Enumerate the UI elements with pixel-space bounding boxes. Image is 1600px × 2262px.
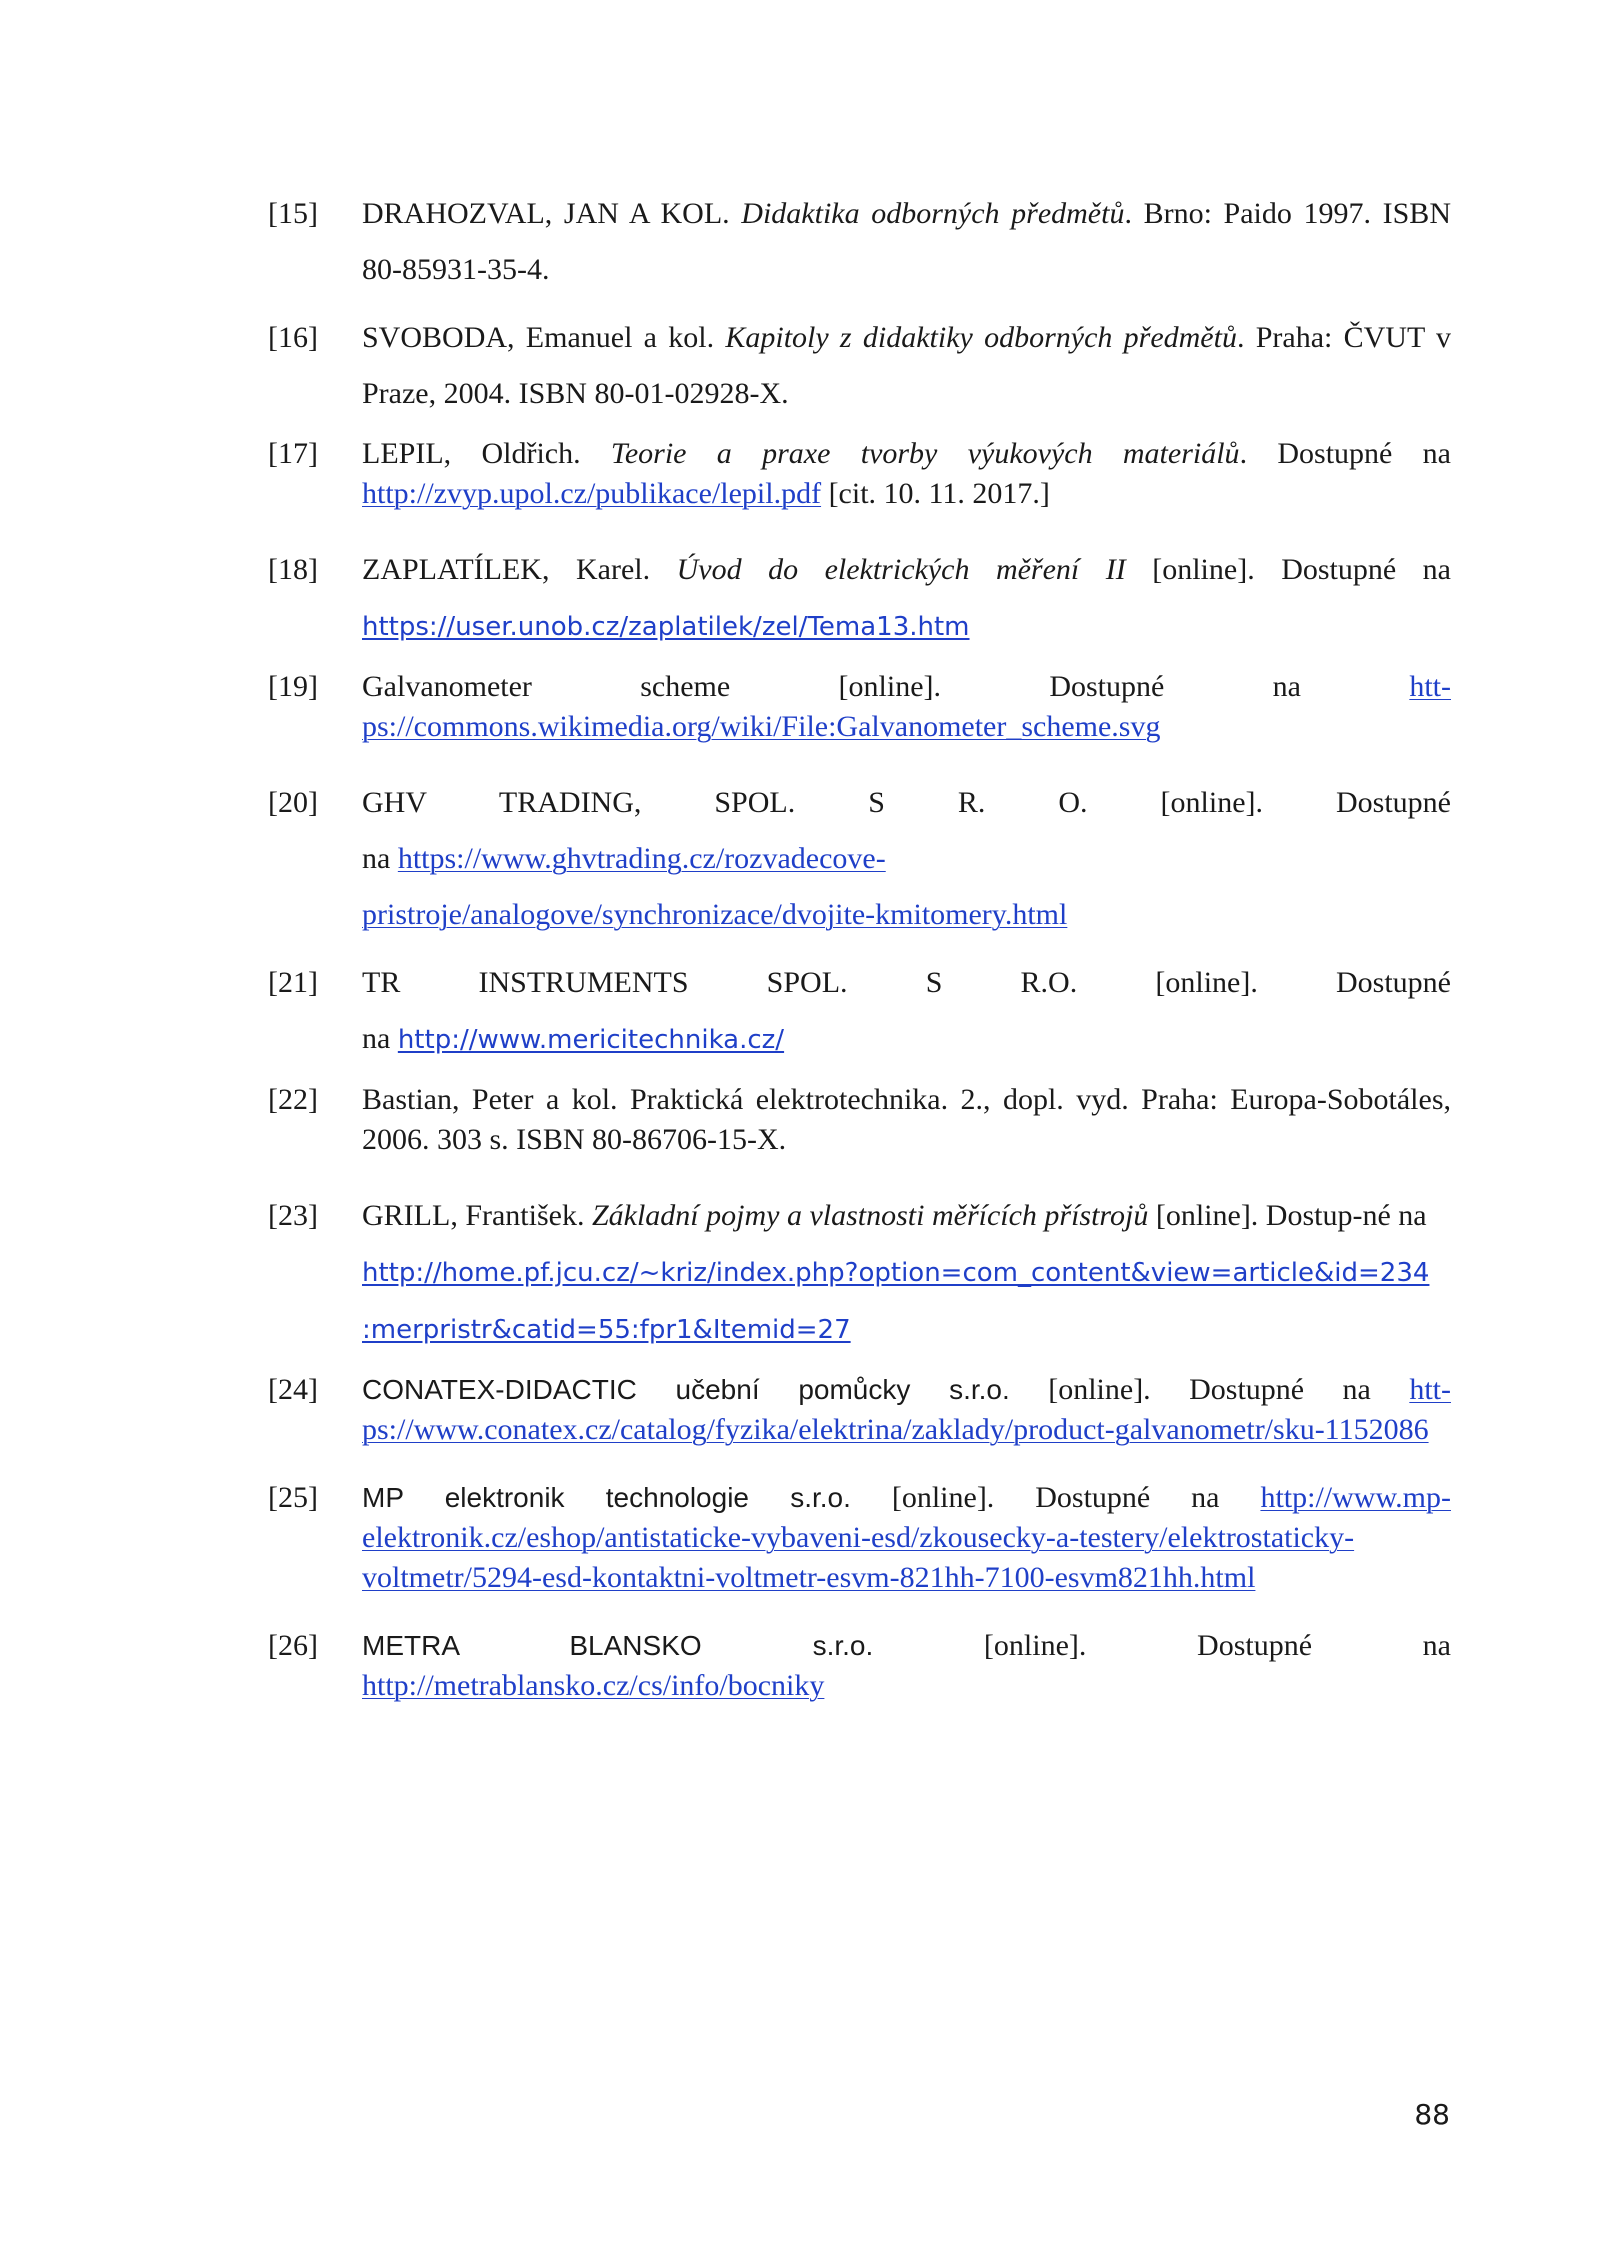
reference-details: . Dostupné na — [1239, 437, 1451, 470]
reference-number: [16] — [268, 321, 318, 354]
reference-number: [26] — [268, 1629, 318, 1662]
reference-title: Úvod do elektrických měření II — [676, 553, 1126, 586]
reference-text — [362, 955, 1451, 1068]
reference-number: [19] — [268, 670, 318, 703]
reference-title: Didaktika odborných předmětů — [741, 197, 1125, 230]
reference-author: LEPIL, Oldřich. — [362, 437, 611, 470]
reference-17 — [268, 434, 1451, 514]
reference-details: TR INSTRUMENTS SPOL. S R.O. [online]. Dostupné — [362, 966, 1451, 999]
reference-author: CONATEX-DIDACTIC učební pomůcky s.r.o. — [362, 1374, 1010, 1405]
reference-details: [online]. Dostupné na — [873, 1629, 1451, 1662]
reference-21 — [268, 955, 1451, 1068]
reference-link[interactable]: http://www.mericitechnika.cz/ — [397, 1025, 785, 1055]
reference-number: [23] — [268, 1199, 318, 1232]
reference-text — [362, 1626, 1451, 1706]
reference-prefix: na — [362, 1022, 398, 1055]
reference-23 — [268, 1188, 1451, 1358]
reference-number: [18] — [268, 553, 318, 586]
reference-details: . Brno: Paido 1997. ISBN 80-85931-35-4. — [362, 197, 1451, 286]
reference-number: [15] — [268, 197, 318, 230]
reference-author: DRAHOZVAL, JAN A KOL. — [362, 197, 742, 230]
reference-link[interactable]: htt-ps://www.conatex.cz/catalog/fyzika/elektrina/zaklady/product-galvanometr/sku-1152086 — [362, 1373, 1451, 1446]
reference-text: Bastian, Peter a kol. Praktická elektrotechnika. 2., dopl. vyd. Praha: Europa-Sobotáles, 2006. 303 s. ISBN 80-86706-15-X. — [362, 1083, 1451, 1156]
reference-author: MP elektronik technologie s.r.o. — [362, 1482, 851, 1513]
reference-details: [online]. Dostup-né na — [1148, 1199, 1427, 1232]
reference-link[interactable]: http://zvyp.upol.cz/publikace/lepil.pdf — [362, 477, 822, 510]
reference-link-part2[interactable]: pristroje/analogove/synchronizace/dvojite-kmitomery.html — [362, 898, 1068, 931]
reference-number: [22] — [268, 1083, 318, 1116]
reference-title: Kapitoly z didaktiky odborných předmětů — [725, 321, 1237, 354]
reference-citation-date: [cit. 10. 11. 2017.] — [821, 477, 1050, 510]
reference-text — [362, 667, 1451, 747]
reference-link-part1[interactable]: https://www.ghvtrading.cz/rozvadecove- — [397, 842, 886, 875]
reference-number: [20] — [268, 786, 318, 819]
reference-link-part1[interactable]: http://home.pf.jcu.cz/~kriz/index.php?option=com_content&view=article&id=234 — [362, 1258, 1430, 1288]
reference-number: [25] — [268, 1481, 318, 1514]
reference-text — [362, 1478, 1451, 1598]
reference-title: Základní pojmy a vlastnosti měřících přístrojů — [591, 1199, 1149, 1232]
reference-link[interactable]: http://metrablansko.cz/cs/info/bocniky — [362, 1669, 825, 1702]
reference-text — [362, 1370, 1451, 1450]
reference-link-part2[interactable]: ps://commons.wikimedia.org/wiki/File:Galvanometer_scheme.svg — [362, 710, 1161, 743]
reference-details: [online]. Dostupné na — [850, 1481, 1261, 1514]
reference-link-part2[interactable]: :merpristr&catid=55:fpr1&Itemid=27 — [362, 1315, 851, 1345]
page-number: 88 — [1414, 2098, 1450, 2131]
reference-15 — [268, 186, 1451, 298]
reference-25 — [268, 1478, 1451, 1598]
reference-author: GRILL, František. — [362, 1199, 592, 1232]
reference-author: ZAPLATÍLEK, Karel. — [362, 553, 677, 586]
reference-text — [362, 186, 1451, 298]
reference-18 — [268, 542, 1451, 655]
reference-text — [362, 1188, 1451, 1358]
reference-19 — [268, 667, 1451, 747]
reference-link-part1[interactable]: htt- — [1409, 670, 1451, 703]
reference-link[interactable]: https://user.unob.cz/zaplatilek/zel/Tema13.htm — [362, 612, 970, 642]
reference-24 — [268, 1370, 1451, 1450]
reference-author: METRA BLANSKO s.r.o. — [362, 1630, 874, 1661]
reference-text — [362, 775, 1451, 943]
reference-details: . Praha: ČVUT v Praze, 2004. ISBN 80-01-02928-X. — [362, 321, 1451, 410]
reference-text — [362, 434, 1451, 514]
reference-number: [17] — [268, 437, 318, 470]
reference-number: [24] — [268, 1373, 318, 1406]
reference-details: [online]. Dostupné na — [1125, 553, 1451, 586]
reference-details: Galvanometer scheme [online]. Dostupné na — [362, 670, 1410, 703]
reference-title: Teorie a praxe tvorby výukových materiálů — [610, 437, 1240, 470]
reference-prefix: na — [362, 842, 398, 875]
reference-number: [21] — [268, 966, 318, 999]
reference-author: SVOBODA, Emanuel a kol. — [362, 321, 726, 354]
reference-link[interactable]: http://www.mp-elektronik.cz/eshop/antistaticke-vybaveni-esd/zkousecky-a-testery/elektrostaticky-voltmetr/5294-esd-kontaktni-voltmetr-esvm-821hh-7100-esvm821hh.html — [362, 1481, 1451, 1594]
reference-22 — [268, 1080, 1451, 1160]
reference-text — [362, 310, 1451, 422]
reference-16 — [268, 310, 1451, 422]
reference-list — [268, 186, 1451, 1718]
reference-26 — [268, 1626, 1451, 1706]
reference-text — [362, 542, 1451, 655]
reference-20 — [268, 775, 1451, 943]
reference-details: GHV TRADING, SPOL. S R. O. [online]. Dostupné — [362, 786, 1451, 819]
reference-details: [online]. Dostupné na — [1009, 1373, 1410, 1406]
